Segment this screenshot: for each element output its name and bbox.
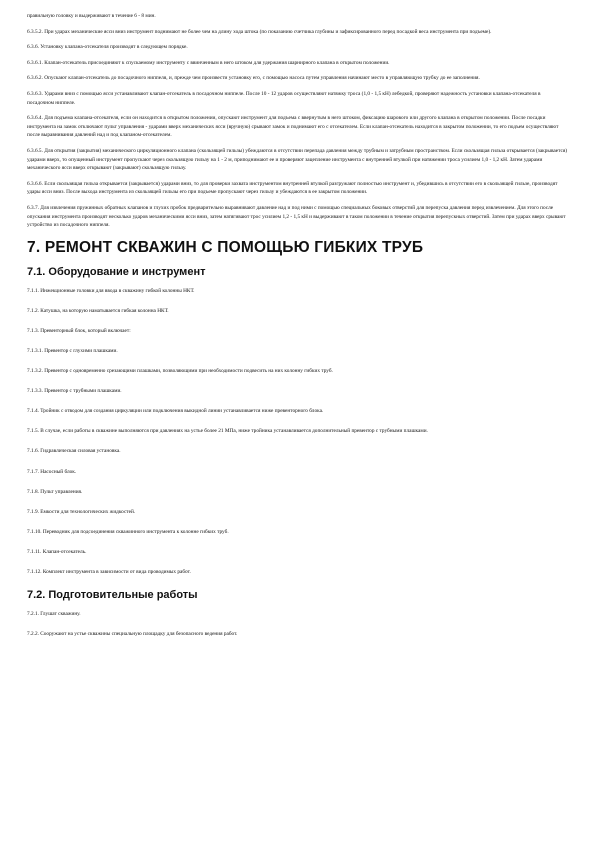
paragraph: 6.3.6.3. Ударами вниз с помощью ясси устанавливают клапан-отсекатель в посадочном ниппеле. После 10 - 12 ударов осуществляют натяжку троса (1,0 - 1,5 кН) лебедкой, проверяют надежность установки клапана-отсекателя в посадочном ниппеле. [27, 90, 541, 106]
list-item: 7.2.2. Сооружают на устье скважины специальную площадку для безопасного ведения работ. [27, 631, 238, 638]
list-item: 7.1.8. Пульт управления. [27, 488, 83, 495]
list-item: 7.1.2. Катушка, на которую наматывается гибкая колонна НКТ. [27, 307, 169, 314]
paragraph: правильную головку и выдерживают в течение 6 - 8 мин. [27, 13, 156, 19]
list-item: 7.1.3.3. Превентор с трубными плашками. [27, 388, 122, 395]
paragraph: 6.3.6.5. Для открытия (закрытия) механического циркуляционного клапана (скользящей гильзы) убеждаются в отсутствии перепада давления между трубным и затрубным пространством. Если скользящая гильза открывается (закрывается) ударами вверх, то опущенный инструмент пропускают через скользящую гильзу на 1 - 2 м, приподнимают ее и проверяют зацепление инструмента с внутренней втулкой при натяжении троса усилием 1,0 - 1,2 кН. Затем ударами механического ясси вверх открывают (закрывают) скользящую гильзу. [27, 147, 568, 172]
list-item: 7.1.11. Клапан-отсекатель. [27, 548, 87, 555]
section-heading: 7.1. Оборудование и инструмент [27, 265, 206, 278]
list-item: 7.1.3.1. Превентор с глухими плашками. [27, 347, 118, 354]
chapter-heading: 7. РЕМОНТ СКВАЖИН С ПОМОЩЬЮ ГИБКИХ ТРУБ [27, 238, 424, 256]
list-item: 7.1.10. Переводник для подсоединения скважинного инструмента к колонне гибких труб. [27, 528, 229, 535]
section-heading: 7.2. Подготовительные работы [27, 589, 198, 602]
list-item: 7.1.9. Емкости для технологических жидкостей. [27, 508, 136, 515]
list-item: 7.1.5. В случае, если работы в скважине выполняются при давлениях на устье более 21 МПа, ниже тройника устанавливается дополнительный превентор с трубными плашками. [27, 428, 428, 435]
paragraph: 6.3.5.2. При ударах механические ясси вниз инструмент поднимают не более чем на длину хода штока (по показанию счетчика глубины и зафиксированного перед посадкой веса инструмента при подъеме). [27, 28, 492, 35]
list-item: 7.2.1. Глушат скважину. [27, 611, 81, 618]
list-item: 7.1.7. Насосный блок. [27, 468, 77, 475]
list-item: 7.1.4. Тройник с отводом для создания циркуляции или подключения выкидной линии устанавливается ниже превенторного блока. [27, 408, 324, 415]
list-item: 7.1.12. Комплект инструмента в зависимости от вида проводимых работ. [27, 569, 191, 575]
list-item: 7.1.3. Превенторный блок, который включает: [27, 327, 131, 334]
paragraph: 6.3.6. Установку клапана-отсекателя производят в следующем порядке. [27, 44, 188, 51]
paragraph: 6.3.6.6. Если скользящая гильза открывается (закрывается) ударами вниз, то для проверки захвата инструментом внутренней втулкой разгружают полностью инструмент и, убедившись в отсутствии его в скользящей гильзе, производят удары ясси вниз. После выхода инструмента из скользящей гильзы его при подъеме пропускают через гильзу и убеждаются в ее закрытом положении. [27, 180, 558, 196]
paragraph: 6.3.6.1. Клапан-отсекатель присоединяют к спускаемому инструменту с ввинченным в него штоком для удержания шарнирного клапана в открытом положении. [27, 59, 390, 66]
list-item: 7.1.1. Инжекционные головки для ввода в скважину гибкой колонны НКТ. [27, 287, 195, 294]
paragraph: 6.3.7. Для извлечения пружинных обратных клапанов и глухих пробок предварительно выравнивают давление над и под ними с помощью специальных боковых отверстий для перепуска давления перед извлечением. Для этого после опускания инструмента производят несколько ударов механическими ясси вниз, затем натягивают трос усилием 1,2 - 1,5 кН и выдерживают в таком положении в течение открытия перепускных отверстий. Затем при ударах вверх срывают устройство из посадочного ниппеля. [27, 204, 566, 229]
list-item: 7.1.6. Гидравлическая силовая установка. [27, 448, 121, 455]
list-item: 7.1.3.2. Превентор с одновременно срезающими плашками, позволяющими при необходимости подвесить на них колонну гибких труб. [27, 368, 333, 375]
paragraph: 6.3.6.4. Для подъема клапана-отсекателя, если он находится в открытом положении, опускают инструмент для подъема с ввернутым в него штоком, фиксацию шарового или другого клапана в открытом положении. После посадки инструмента на замок отключают пульт управления - ударами вверх механических ясси (вручную) срывают замок и поднимают его с отсекателем. Если клапан-отсекатель находится в закрытом положении, то его подъем осуществляют после выравнивания давлений над и под клапаном-отсекателем. [27, 115, 559, 139]
paragraph: 6.3.6.2. Опускают клапан-отсекатель до посадочного ниппеля, и, прежде чем произвести установку его, с помощью насоса путем управления начинают место в управляющую трубку до ее заполнения. [27, 75, 480, 82]
